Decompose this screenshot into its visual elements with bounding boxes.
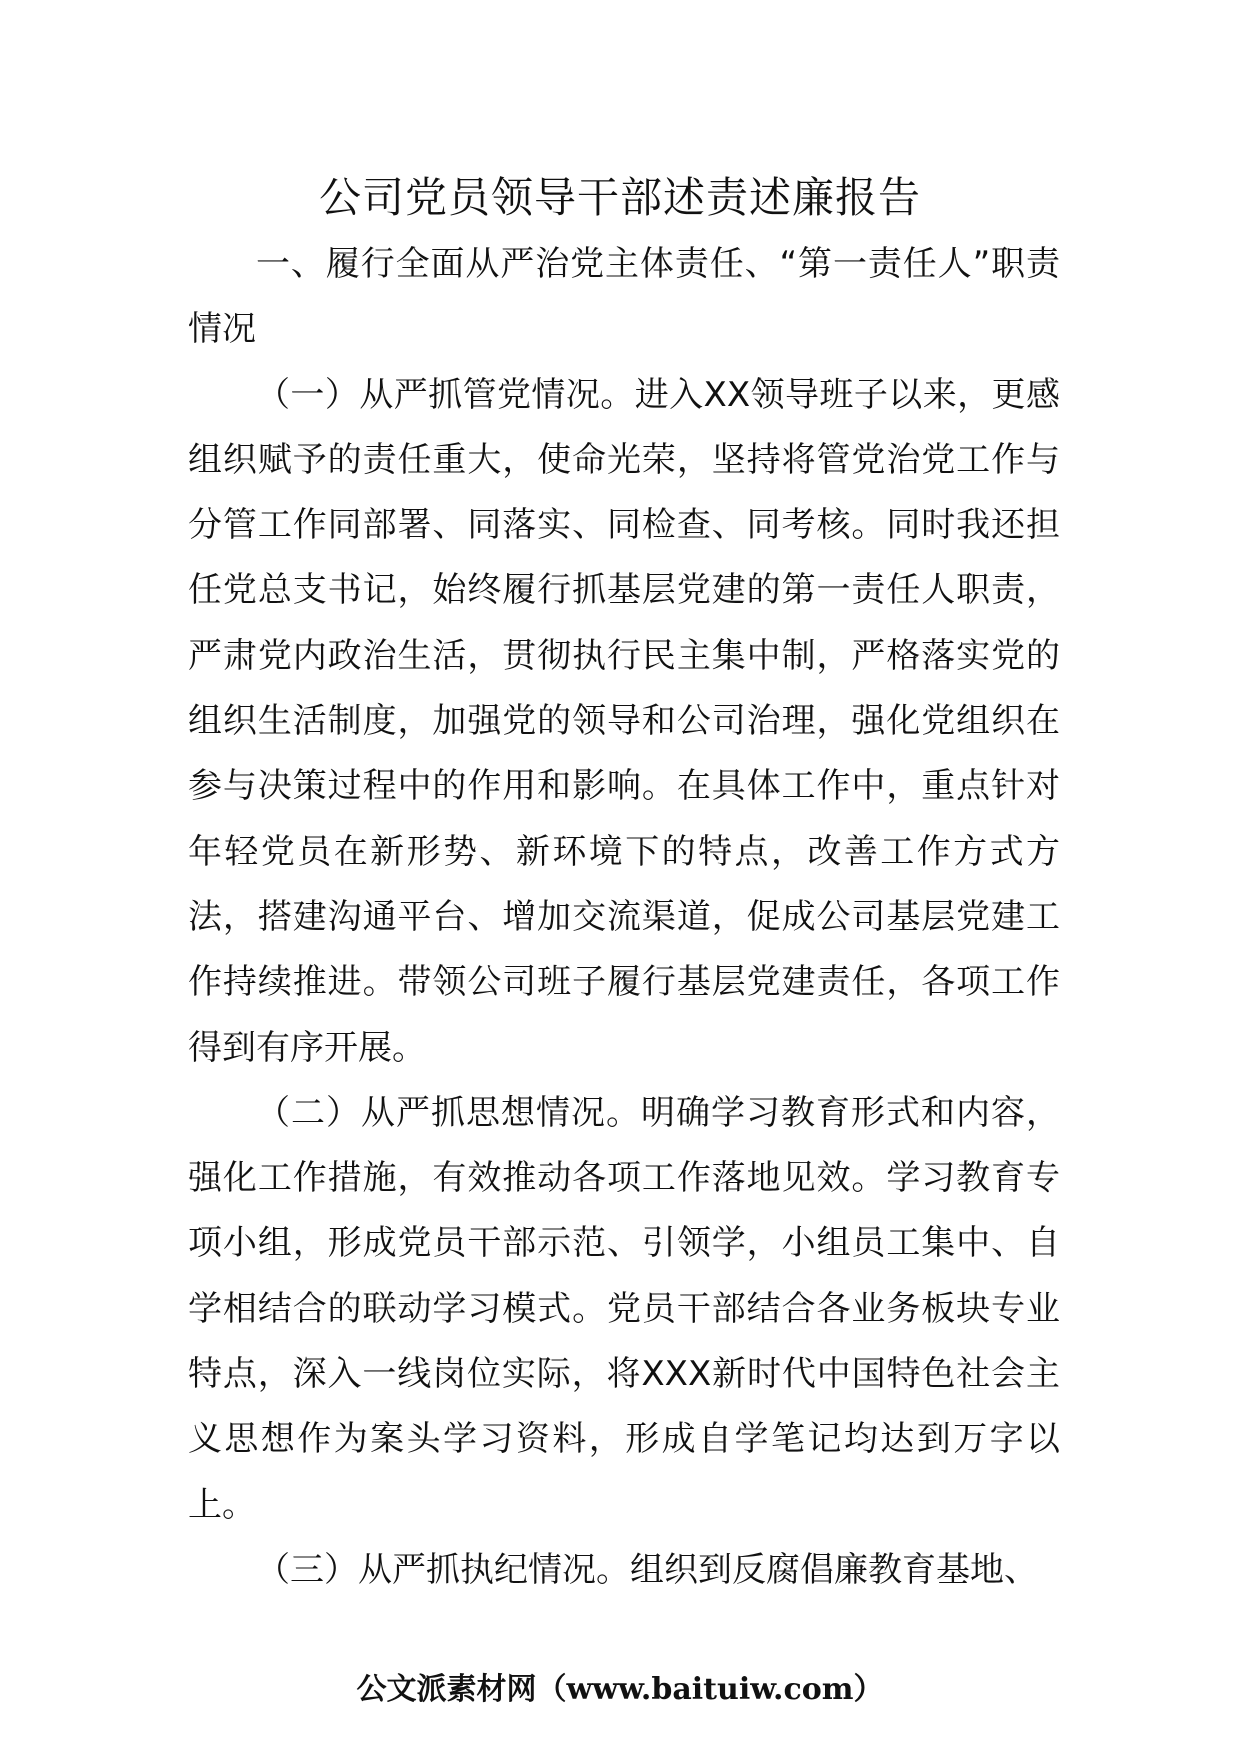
section-heading-1: 一、履行全面从严治党主体责任、“第一责任人”职责情况 [188, 244, 1060, 350]
paragraph-ideology: （二）从严抓思想情况。明确学习教育形式和内容，强化工作措施，有效推动各项工作落地见效。学习教育专项小组，形成党员干部示范、引领学，小组员工集中、自学相结合的联动学习模式。党员干部结合各业务板块专业特点，深入一线岗位实际，将XXX新时代中国特色社会主义思想作为案头学习资料，形成自学笔记均达到万字以上。 [188, 1092, 1060, 1525]
paragraph-discipline: （三）从严抓执纪情况。组织到反腐倡廉教育基地、 [256, 1549, 1038, 1590]
document-body [188, 232, 1060, 1603]
footer-watermark: 公文派素材网（www.baituiw.com） [356, 1672, 884, 1707]
paragraph-party-management: （一）从严抓管党情况。进入XX领导班子以来，更感组织赋予的责任重大，使命光荣，坚持将管党治党工作与分管工作同部署、同落实、同检查、同考核。同时我还担任党总支书记，始终履行抓基层党建的第一责任人职责，严肃党内政治生活，贯彻执行民主集中制，严格落实党的组织生活制度，加强党的领导和公司治理，强化党组织在参与决策过程中的作用和影响。在具体工作中，重点针对年轻党员在新形势、新环境下的特点，改善工作方式方法，搭建沟通平台、增加交流渠道，促成公司基层党建工作持续推进。带领公司班子履行基层党建责任，各项工作得到有序开展。 [188, 374, 1060, 1068]
document-title: 公司党员领导干部述责述廉报告 [318, 173, 921, 222]
